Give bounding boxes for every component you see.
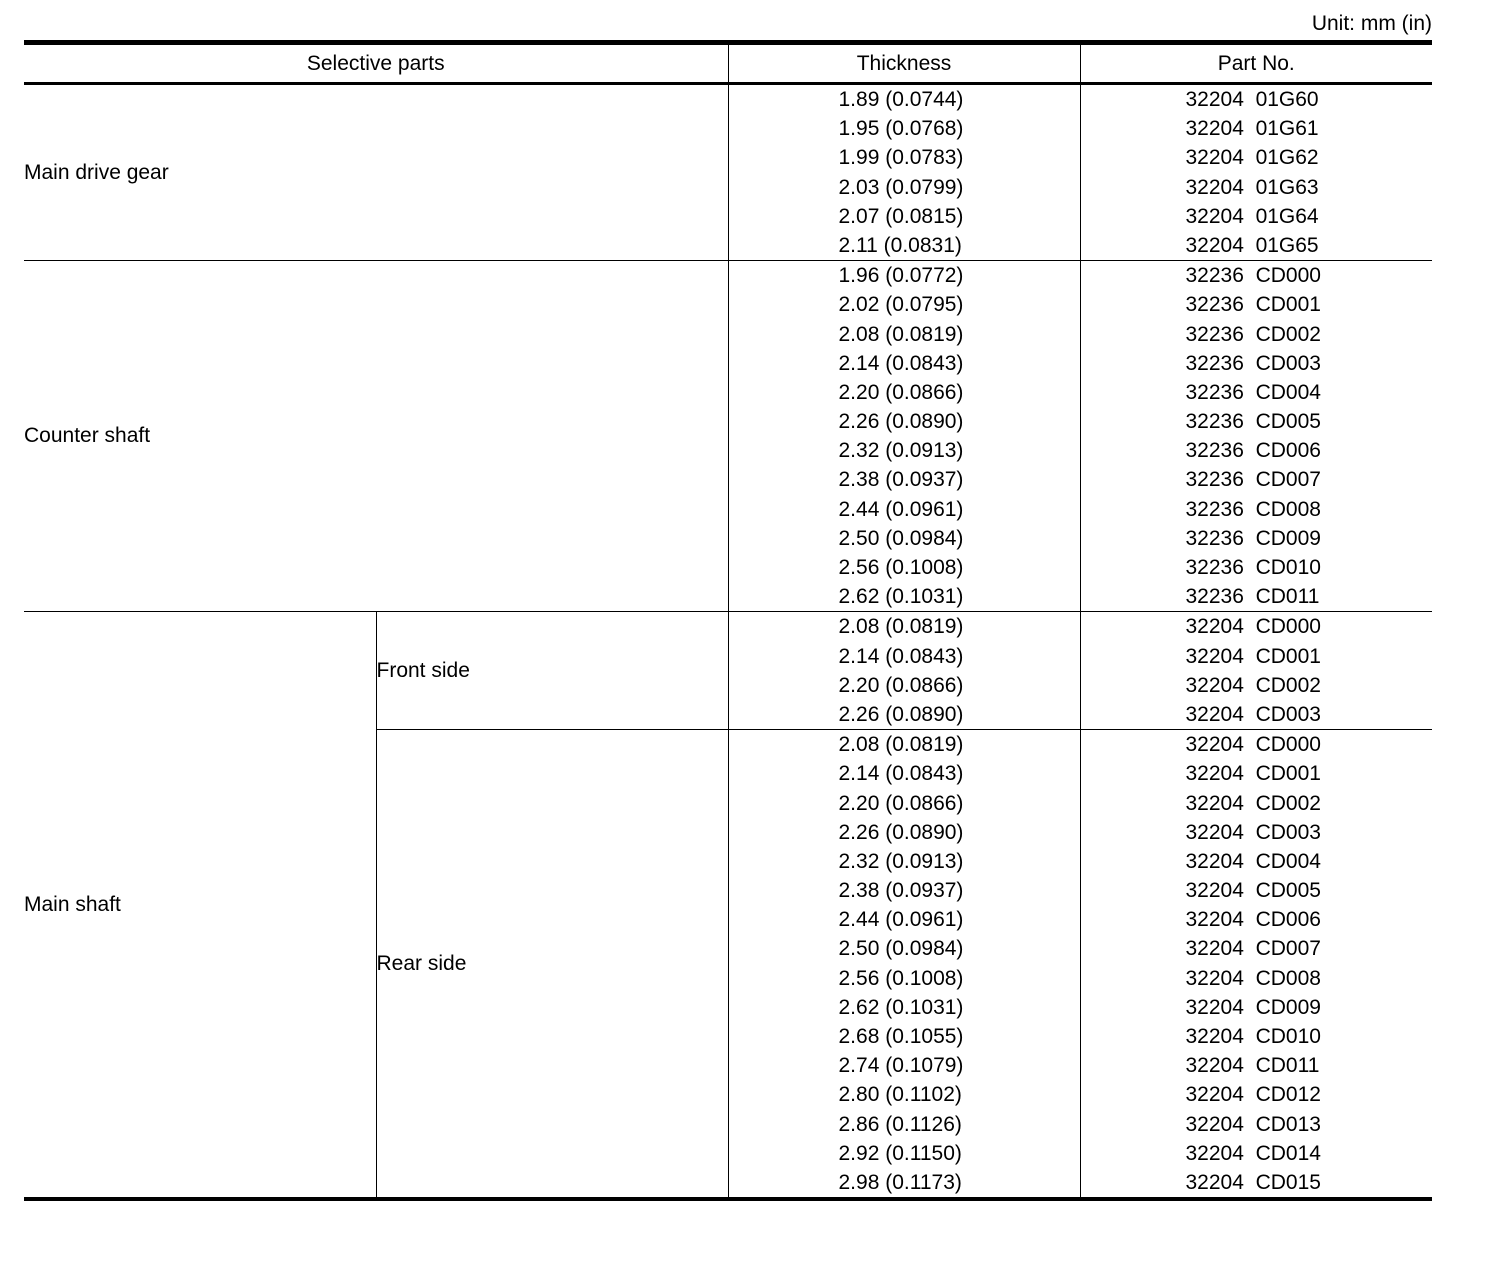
thickness-value: 2.02 (0.0795) [838,293,964,317]
part-number: 32204 CD003 [1185,820,1321,844]
thickness-value: 2.08 (0.0819) [838,615,964,639]
part-number: 32204 CD004 [1185,849,1321,873]
part-number: 32204 01G60 [1185,88,1319,111]
part-number-list [1081,85,1433,260]
thickness-cell-counter-shaft [728,261,1080,612]
part-number: 32236 CD005 [1185,410,1321,434]
part-number: 32236 CD006 [1185,439,1321,463]
thickness-value: 2.32 (0.0913) [838,849,964,873]
thickness-value: 2.68 (0.1055) [838,1025,964,1048]
part-number: 32204 CD012 [1185,1083,1321,1107]
part-number: 32204 CD015 [1185,1170,1321,1194]
part-number: 32204 01G63 [1185,175,1319,199]
thickness-value: 2.98 (0.1173) [838,1170,962,1194]
thickness-value: 2.20 (0.0866) [838,673,964,697]
thickness-value: 2.07 (0.0815) [838,204,964,228]
thickness-value: 2.03 (0.0799) [838,175,964,199]
part-number: 32204 CD009 [1185,995,1321,1019]
thickness-value: 2.26 (0.0890) [838,702,964,726]
part-no-cell-main-shaft-rear [1080,730,1432,1200]
thickness-value: 2.56 (0.1008) [838,966,964,990]
part-number: 32204 CD000 [1185,615,1321,639]
thickness-value: 2.44 (0.0961) [838,908,964,932]
thickness-list [729,85,1080,260]
thickness-value: 2.20 (0.0866) [838,791,964,815]
part-label-main-shaft: Main shaft [24,612,376,1199]
part-number: 32236 CD010 [1185,556,1321,579]
thickness-value: 2.26 (0.0890) [838,410,964,434]
thickness-list [729,612,1080,729]
thickness-value: 2.62 (0.1031) [838,585,964,609]
sub-label-rear-side: Rear side [376,730,728,1200]
part-number: 32204 CD001 [1185,762,1321,786]
part-number: 32236 CD001 [1185,293,1321,317]
part-number: 32204 CD007 [1185,937,1321,961]
part-number: 32204 CD013 [1185,1112,1321,1136]
thickness-value: 2.08 (0.0819) [838,322,964,346]
thickness-value: 2.08 (0.0819) [838,733,964,757]
part-number: 32204 CD000 [1185,733,1321,757]
part-number: 32204 CD003 [1185,702,1321,726]
thickness-cell-main-shaft-rear [728,730,1080,1200]
thickness-value: 2.26 (0.0890) [838,820,964,844]
table-row-counter-shaft [24,261,1432,612]
thickness-value: 2.80 (0.1102) [838,1083,962,1107]
part-number: 32204 01G61 [1185,117,1319,141]
part-number: 32236 CD000 [1185,264,1321,288]
thickness-value: 2.11 (0.0831) [838,233,962,257]
thickness-value: 2.32 (0.0913) [838,439,964,463]
header-thickness: Thickness [728,43,1080,84]
thickness-cell-main-shaft-front [728,612,1080,730]
part-label-main-drive-gear: Main drive gear [24,84,728,261]
part-number: 32204 CD002 [1185,791,1321,815]
table-row-main-drive-gear [24,84,1432,261]
part-number: 32204 01G62 [1185,146,1319,170]
thickness-value: 1.99 (0.0783) [838,146,964,170]
table-header-row [24,43,1432,84]
part-no-cell-main-drive-gear [1080,84,1432,261]
part-number-list [1081,612,1433,729]
sub-label-front-side: Front side [376,612,728,730]
part-number: 32204 01G64 [1185,204,1319,228]
thickness-value: 2.86 (0.1126) [838,1112,962,1136]
part-number: 32236 CD011 [1185,585,1320,609]
part-number: 32204 CD011 [1185,1054,1320,1078]
thickness-value: 2.20 (0.0866) [838,380,964,404]
thickness-value: 2.50 (0.0984) [838,526,964,550]
thickness-value: 2.14 (0.0843) [838,762,964,786]
part-label-counter-shaft: Counter shaft [24,261,728,612]
thickness-cell-main-drive-gear [728,84,1080,261]
selective-parts-table [24,40,1432,1201]
part-no-cell-counter-shaft [1080,261,1432,612]
thickness-value: 1.96 (0.0772) [838,264,964,288]
thickness-value: 1.95 (0.0768) [838,117,964,141]
part-number: 32204 CD002 [1185,673,1321,697]
thickness-list [729,261,1080,611]
part-number: 32236 CD002 [1185,322,1321,346]
part-number: 32204 CD010 [1185,1025,1321,1048]
part-number: 32204 01G65 [1185,233,1319,257]
thickness-value: 2.74 (0.1079) [838,1054,964,1078]
thickness-value: 2.62 (0.1031) [838,995,964,1019]
thickness-value: 2.38 (0.0937) [838,468,964,492]
thickness-value: 2.56 (0.1008) [838,556,964,579]
part-number-list [1081,730,1433,1197]
thickness-value: 1.89 (0.0744) [838,88,964,111]
part-number-list [1081,261,1433,611]
thickness-value: 2.14 (0.0843) [838,351,964,375]
part-number: 32204 CD008 [1185,966,1321,990]
part-no-cell-main-shaft-front [1080,612,1432,730]
part-number: 32236 CD003 [1185,351,1321,375]
thickness-value: 2.92 (0.1150) [838,1141,962,1165]
part-number: 32236 CD008 [1185,497,1321,521]
thickness-value: 2.38 (0.0937) [838,879,964,903]
part-number: 32204 CD005 [1185,879,1321,903]
thickness-value: 2.14 (0.0843) [838,644,964,668]
part-number: 32204 CD006 [1185,908,1321,932]
part-number: 32204 CD014 [1185,1141,1321,1165]
thickness-value: 2.50 (0.0984) [838,937,964,961]
thickness-value: 2.44 (0.0961) [838,497,964,521]
part-number: 32236 CD007 [1185,468,1321,492]
part-number: 32236 CD009 [1185,526,1321,550]
part-number: 32236 CD004 [1185,380,1321,404]
thickness-list [729,730,1080,1197]
table-row-main-shaft-front [24,612,1432,730]
unit-label: Unit: mm (in) [1311,12,1432,35]
part-number: 32204 CD001 [1185,644,1321,668]
header-part-no: Part No. [1080,43,1432,84]
header-selective-parts: Selective parts [24,43,728,84]
